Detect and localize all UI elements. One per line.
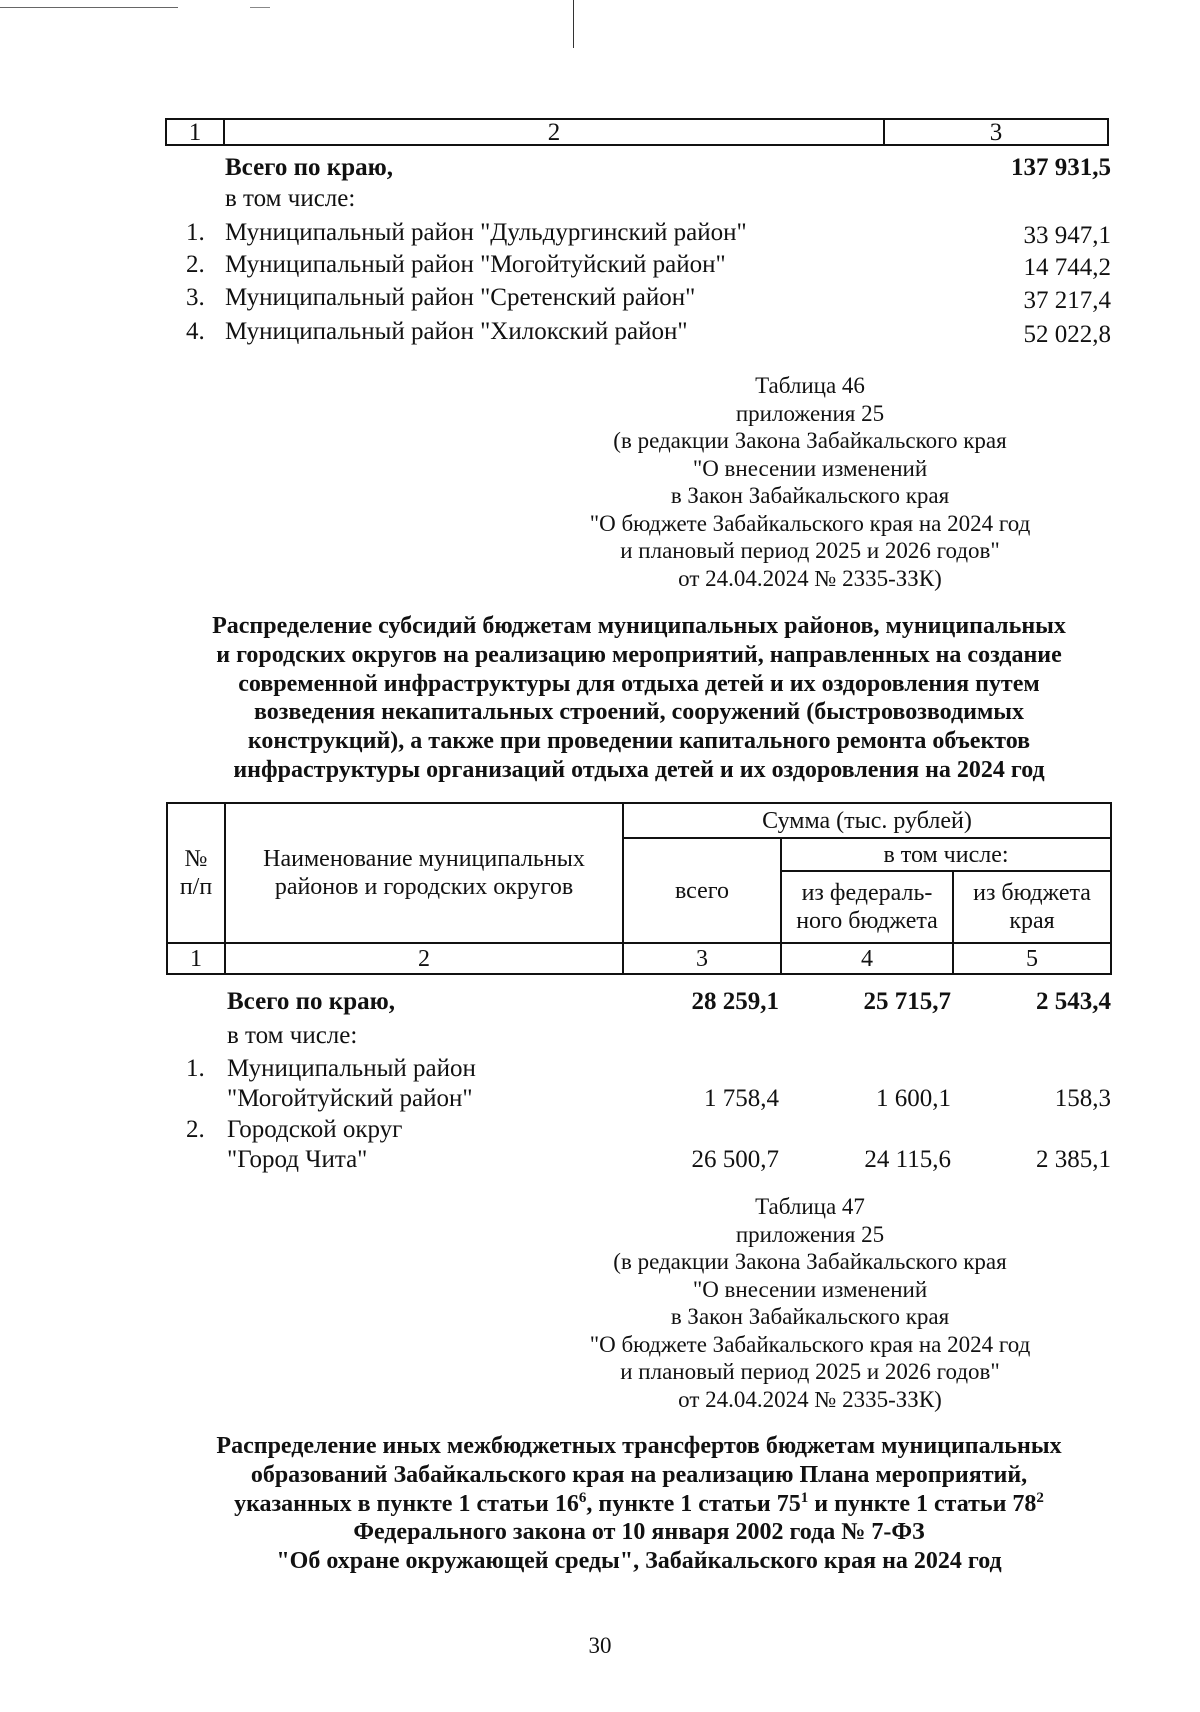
table2-row-name1: Муниципальный район xyxy=(227,1055,476,1082)
header-total-cell: всего xyxy=(623,838,781,943)
caption-line: от 24.04.2024 № 2335-ЗЗК) xyxy=(678,1386,942,1412)
caption-line: в Закон Забайкальского края xyxy=(670,483,950,508)
col-num: 4 xyxy=(781,943,953,974)
col-num: 1 xyxy=(167,943,225,974)
title-line: конструкций), а также при проведении капитального ремонта объектов xyxy=(247,728,1031,755)
superscript: 6 xyxy=(578,1489,587,1506)
caption-line: Таблица 46 xyxy=(755,373,865,398)
header-name-cell xyxy=(225,803,623,943)
table2-row-num: 1. xyxy=(186,1055,205,1082)
table46-header xyxy=(166,802,1112,975)
table2-including: в том числе: xyxy=(227,1022,358,1049)
caption-line: приложения 25 xyxy=(735,400,885,426)
caption-line: приложения 25 xyxy=(735,1221,885,1247)
table1-row-name: Муниципальный район "Хилокский район" xyxy=(225,318,688,345)
title-line: образований Забайкальского края на реализацию Плана мероприятий, xyxy=(250,1461,1028,1488)
caption-line: (в редакции Закона Забайкальского края xyxy=(613,428,1007,453)
table2-row-total: 26 500,7 xyxy=(691,1146,779,1173)
table2-total: 28 259,1 xyxy=(691,988,779,1015)
title-line: Распределение иных межбюджетных трансфертов бюджетам муниципальных xyxy=(216,1433,1062,1459)
table2-row-num: 2. xyxy=(186,1116,205,1143)
table1-row-num: 2. xyxy=(186,251,205,278)
table1-row-name: Муниципальный район "Могойтуйский район" xyxy=(225,251,726,278)
title-line: "Об охране окружающей среды", Забайкальского края на 2024 год xyxy=(276,1548,1002,1575)
table1-total-value: 137 931,5 xyxy=(1011,154,1111,181)
table1-col3: 3 xyxy=(989,119,1003,146)
table47-title xyxy=(160,1432,1118,1576)
title-part: указанных в пункте 1 статьи 16 xyxy=(234,1490,579,1517)
fold-mark xyxy=(573,0,574,48)
table1-row-num: 1. xyxy=(186,219,205,246)
caption-line: и плановый период 2025 и 2026 годов" xyxy=(620,538,1000,563)
caption-line: "О бюджете Забайкальского края на 2024 год xyxy=(589,510,1031,536)
table1-row-value: 14 744,2 xyxy=(1023,254,1111,281)
table2-row-fed: 24 115,6 xyxy=(864,1146,951,1173)
table1-col1: 1 xyxy=(167,120,225,144)
table2-total-fed: 25 715,7 xyxy=(863,988,951,1015)
table1-header-row xyxy=(165,118,1109,146)
title-line: инфраструктуры организаций отдыха детей и их оздоровления на 2024 год xyxy=(233,756,1045,783)
table1-row-num: 4. xyxy=(186,318,205,345)
scan-edge-line xyxy=(0,7,178,8)
title-line: возведения некапитальных строений, сооружений (быстровозводимых xyxy=(253,699,1025,726)
superscript: 2 xyxy=(1036,1489,1044,1506)
table2-row-total: 1 758,4 xyxy=(704,1085,779,1112)
title-line: современной инфраструктуры для отдыха детей и их оздоровления путем xyxy=(238,670,1040,697)
table46-title xyxy=(160,612,1118,785)
title-line: Федерального закона от 10 января 2002 года № 7-ФЗ xyxy=(353,1519,925,1546)
caption-line: в Закон Забайкальского края xyxy=(670,1304,950,1329)
header-reg-cell xyxy=(953,871,1111,943)
header-num-line1: № xyxy=(184,846,208,872)
table2-total-label: Всего по краю, xyxy=(227,988,395,1015)
title-line: и городских округов на реализацию мероприятий, направленных на создание xyxy=(216,641,1062,668)
caption-line: и плановый период 2025 и 2026 годов" xyxy=(620,1359,1000,1384)
table1-row-value: 33 947,1 xyxy=(1023,222,1111,249)
table1-row-value: 37 217,4 xyxy=(1023,287,1111,314)
title-line: Распределение субсидий бюджетам муниципальных районов, муниципальных xyxy=(212,613,1066,639)
title-part: , пункте 1 статьи 75 xyxy=(586,1490,801,1517)
table2-row-name2: "Могойтуйский район" xyxy=(227,1085,473,1112)
table1-row-value: 52 022,8 xyxy=(1023,321,1111,348)
table1-row-num: 3. xyxy=(186,284,205,311)
col-num: 5 xyxy=(953,943,1111,974)
caption-line: "О внесении изменений xyxy=(692,1276,928,1302)
header-num-line2: п/п xyxy=(179,874,213,900)
caption-line: Таблица 47 xyxy=(755,1194,865,1219)
table47-caption xyxy=(550,1193,1070,1413)
header-including-cell: в том числе: xyxy=(781,838,1111,871)
header-sum-cell: Сумма (тыс. рублей) xyxy=(623,803,1111,838)
header-fed-line2: ного бюджета xyxy=(796,908,938,934)
table2-total-reg: 2 543,4 xyxy=(1036,988,1111,1015)
header-reg-line2: края xyxy=(1009,908,1055,934)
title-line-with-superscripts xyxy=(160,1490,1118,1519)
col-num: 3 xyxy=(623,943,781,974)
table1-col2: 2 xyxy=(225,120,885,144)
header-reg-line1: из бюджета xyxy=(973,880,1091,906)
caption-line: "О бюджете Забайкальского края на 2024 год xyxy=(589,1331,1031,1357)
page-number: 30 xyxy=(588,1633,612,1658)
table1-row-name: Муниципальный район "Сретенский район" xyxy=(225,284,696,311)
table2-row-name1: Городской округ xyxy=(227,1116,403,1143)
caption-line: от 24.04.2024 № 2335-ЗЗК) xyxy=(678,565,942,591)
header-num-cell xyxy=(167,803,225,943)
caption-line: (в редакции Закона Забайкальского края xyxy=(613,1249,1007,1274)
table2-row-reg: 158,3 xyxy=(1054,1085,1111,1112)
table2-row-fed: 1 600,1 xyxy=(876,1085,951,1112)
header-name-line1: Наименование муниципальных xyxy=(263,846,585,872)
table46-caption xyxy=(550,372,1070,592)
col-num: 2 xyxy=(225,943,623,974)
table2-row-name2: "Город Чита" xyxy=(227,1146,368,1173)
superscript: 1 xyxy=(800,1489,809,1506)
table1-including: в том числе: xyxy=(225,185,356,212)
table2-row-reg: 2 385,1 xyxy=(1036,1146,1111,1173)
table1-total-label: Всего по краю, xyxy=(225,154,393,181)
header-fed-cell xyxy=(781,871,953,943)
header-fed-line1: из федераль- xyxy=(801,880,933,906)
title-part: и пункте 1 статьи 78 xyxy=(808,1490,1037,1517)
scan-edge-mark xyxy=(250,7,270,8)
table1-row-name: Муниципальный район "Дульдургинский район" xyxy=(225,219,747,246)
caption-line: "О внесении изменений xyxy=(692,455,928,481)
header-name-line2: районов и городских округов xyxy=(274,874,574,900)
